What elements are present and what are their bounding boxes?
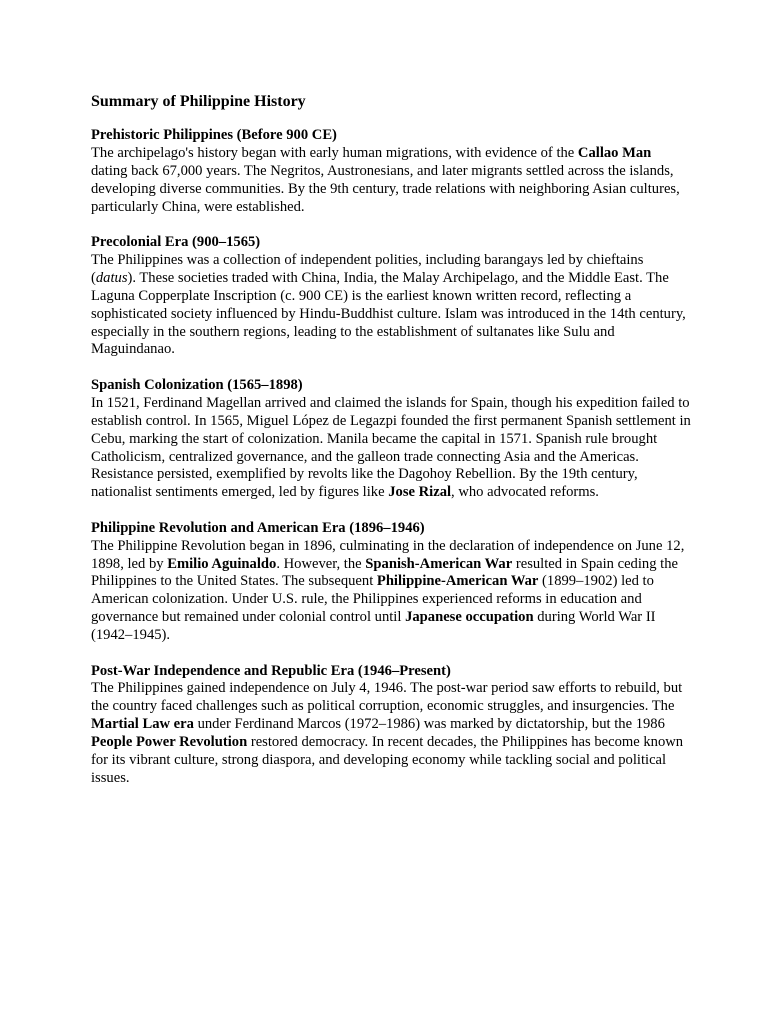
emphasized-term: Callao Man [577, 144, 652, 161]
paragraph-text: The archipelago's history began with early human migrations, with evidence of the [91, 144, 578, 161]
paragraph-text: during World War II (1942–1945). [91, 609, 656, 644]
paragraph-text: under Ferdinand Marcos (1972–1986) was marked by dictatorship, but the 1986 [193, 716, 665, 733]
italic-term: datus [95, 269, 128, 286]
paragraph-text: The Philippine Revolution began in 1896, culminating in the declaration of independence on June 12, 1898, led by [91, 537, 685, 572]
section [91, 234, 691, 359]
section [91, 377, 691, 502]
document-title: Summary of Philippine History [91, 93, 306, 110]
paragraph-text: restored democracy. In recent decades, the Philippines has become known for its vibrant culture, strong diaspora, and developing economy while tackling social and political issues. [91, 734, 684, 786]
section-heading: Philippine Revolution and American Era (1896–1946) [91, 519, 425, 536]
document-page [91, 92, 691, 805]
section-heading: Prehistoric Philippines (Before 900 CE) [91, 127, 337, 143]
section-paragraph [91, 395, 691, 502]
section-heading: Spanish Colonization (1565–1898) [91, 376, 303, 393]
emphasized-term: Japanese occupation [405, 609, 534, 626]
section [91, 127, 691, 217]
section-heading: Precolonial Era (900–1565) [91, 234, 261, 251]
paragraph-text: In 1521, Ferdinand Magellan arrived and claimed the islands for Spain, though his expedition failed to establish control. In 1565, Miguel López de Legazpi founded the first permanent Spanish settlement in Cebu, marking the start of colonization. Manila became the capital in 1571. Spanish rule brought Catholicism, centralized governance, and the galleon trade connecting Asia and the Americas. Resistance persisted, exemplified by revolts like the Dagohoy Rebellion. By the 19th century, nationalist sentiments emerged, led by figures like [91, 394, 691, 501]
paragraph-text: resulted in Spain ceding the Philippines to the United States. The subsequent [91, 555, 678, 590]
section-heading: Post-War Independence and Republic Era (1946–Present) [91, 662, 451, 679]
section-paragraph [91, 680, 691, 787]
emphasized-term: Spanish-American War [365, 555, 513, 572]
emphasized-term: Philippine-American War [376, 573, 539, 590]
emphasized-term: People Power Revolution [91, 734, 248, 751]
section [91, 663, 691, 788]
paragraph-text: dating back 67,000 years. The Negritos, Austronesians, and later migrants settled across the islands, developing diverse communities. By the 9th century, trade relations with neighboring Asian cultures, particularly China, were established. [91, 162, 680, 215]
section [91, 520, 691, 645]
paragraph-text: The Philippines was a collection of independent polities, including barangays led by chieftains ( [91, 251, 644, 286]
emphasized-term: Jose Rizal [388, 484, 452, 501]
section-paragraph [91, 145, 691, 217]
section-paragraph [91, 538, 691, 645]
paragraph-text: ). These societies traded with China, India, the Malay Archipelago, and the Middle East. The Laguna Copperplate Inscription (c. 900 CE) is the earliest known written record, reflecting a sophisticated society influenced by Hindu-Buddhist culture. Islam was introduced in the 14th century, especially in the southern regions, leading to the establishment of sultanates like Sulu and Maguindanao. [91, 269, 686, 358]
document-sections [91, 127, 691, 788]
paragraph-text: The Philippines gained independence on July 4, 1946. The post-war period saw efforts to rebuild, but the country faced challenges such as political corruption, economic struggles, and insurgencies. The [91, 680, 683, 715]
section-paragraph [91, 252, 691, 359]
emphasized-term: Martial Law era [91, 716, 194, 733]
paragraph-text: , who advocated reforms. [451, 484, 599, 501]
emphasized-term: Emilio Aguinaldo [167, 555, 277, 572]
paragraph-text: (1899–1902) led to American colonization. Under U.S. rule, the Philippines experienced reforms in education and governance but remained under colonial control until [91, 573, 654, 626]
paragraph-text: . However, the [276, 555, 366, 572]
